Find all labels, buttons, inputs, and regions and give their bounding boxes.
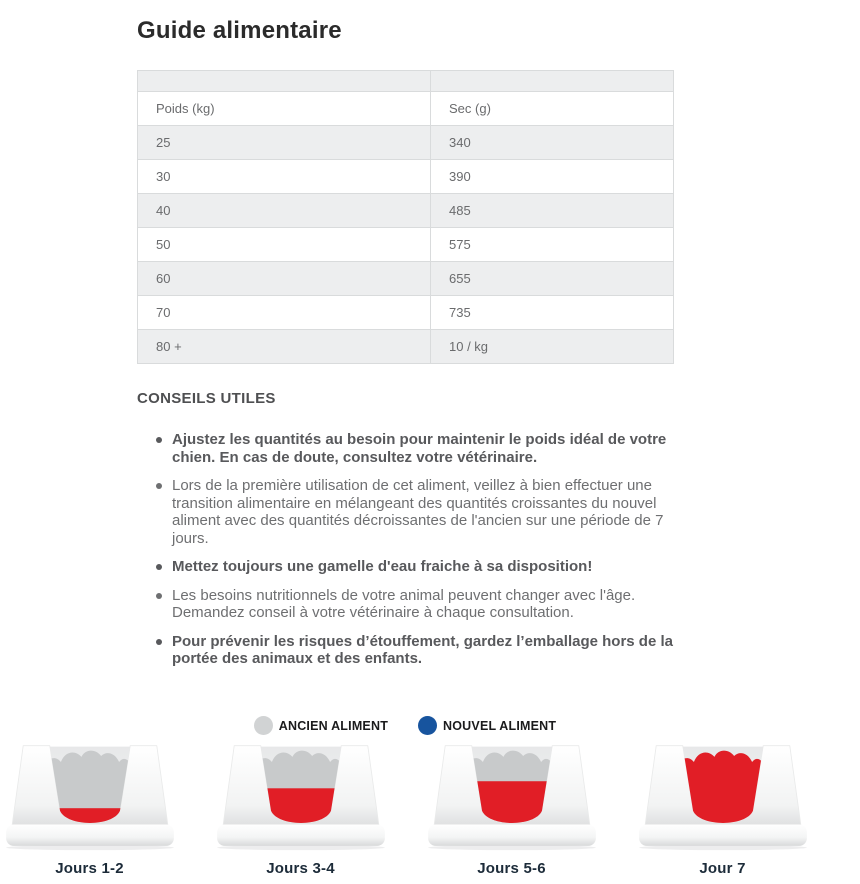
table-cell-poids: 50 (138, 228, 431, 262)
page-title: Guide alimentaire (137, 17, 342, 44)
table-cell-sec: 340 (431, 126, 674, 160)
legend-label: ANCIEN ALIMENT (278, 718, 389, 733)
transition-bowls-row (0, 744, 860, 877)
column-header-sec: Sec (g) (431, 92, 674, 126)
tips-list (137, 431, 674, 668)
table-spacer-row (138, 71, 674, 92)
table-cell (431, 71, 674, 92)
bowl-figure (0, 744, 195, 877)
bowl-label: Jours 3-4 (266, 860, 335, 877)
table-row (138, 262, 674, 296)
legend-label: NOUVEL ALIMENT (443, 718, 557, 733)
table-header-row (138, 92, 674, 126)
dog-bowl-illustration (0, 744, 180, 851)
table-cell-sec: 485 (431, 194, 674, 228)
table-cell-poids: 40 (138, 194, 431, 228)
table-cell-sec: 735 (431, 296, 674, 330)
dog-bowl-illustration (633, 744, 813, 851)
bowl-figure (195, 744, 406, 877)
bowl-figure (617, 744, 828, 877)
tip-item: Les besoins nutritionnels de votre animal peuvent changer avec l'âge. Demandez conseil à votre vétérinaire à chaque consultation. (137, 587, 674, 622)
table-cell-poids: 70 (138, 296, 431, 330)
tip-item: Pour prévenir les risques d’étouffement, gardez l’emballage hors de la portée des animaux et des enfants. (137, 633, 674, 668)
table-cell-poids: 60 (138, 262, 431, 296)
legend-item-old-food (254, 716, 388, 735)
column-header-poids: Poids (kg) (138, 92, 431, 126)
table-cell-poids: 25 (138, 126, 431, 160)
table-cell-sec: 655 (431, 262, 674, 296)
tip-item: Ajustez les quantités au besoin pour maintenir le poids idéal de votre chien. En cas de doute, consultez votre vétérinaire. (137, 431, 674, 466)
old-food-dot-icon (254, 716, 273, 735)
tip-item: Mettez toujours une gamelle d'eau fraiche à sa disposition! (137, 558, 674, 576)
table-cell-sec: 575 (431, 228, 674, 262)
main-content (137, 0, 674, 668)
bowl-label: Jours 1-2 (55, 860, 124, 877)
table-cell-sec: 390 (431, 160, 674, 194)
legend-item-new-food (418, 716, 556, 735)
tip-item: Lors de la première utilisation de cet aliment, veillez à bien effectuer une transition alimentaire en mélangeant des quantités croissantes du nouvel aliment avec des quantités décroissantes de l'ancien sur une période de 7 jours. (137, 477, 674, 547)
dog-bowl-illustration (422, 744, 602, 851)
table-cell (138, 71, 431, 92)
table-row (138, 194, 674, 228)
table-cell-poids: 80 + (138, 330, 431, 364)
table-row (138, 160, 674, 194)
table-row (138, 330, 674, 364)
table-row (138, 228, 674, 262)
tips-heading: CONSEILS UTILES (137, 390, 276, 407)
bowl-figure (406, 744, 617, 877)
table-cell-poids: 30 (138, 160, 431, 194)
bowl-label: Jours 5-6 (477, 860, 546, 877)
feeding-table (137, 70, 674, 364)
food-transition-legend (0, 716, 810, 735)
table-row (138, 126, 674, 160)
table-row (138, 296, 674, 330)
dog-bowl-illustration (211, 744, 391, 851)
new-food-dot-icon (418, 716, 437, 735)
bowl-label: Jour 7 (699, 860, 746, 877)
table-cell-sec: 10 / kg (431, 330, 674, 364)
